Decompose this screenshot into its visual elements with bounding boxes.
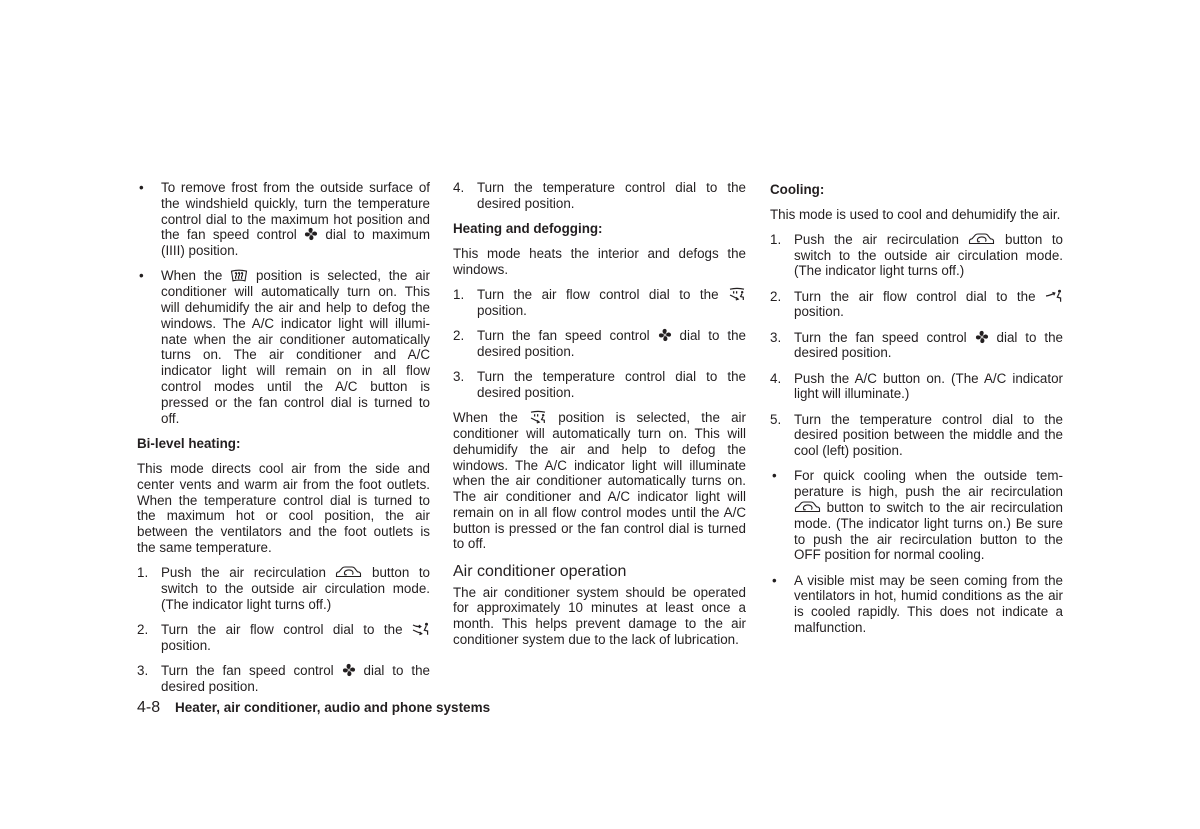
text-fragment: Turn the fan speed control [794,329,975,345]
text-line: the windshield quickly, turn the temperature [161,195,430,211]
bi-level-icon [412,622,430,636]
step-number: 1. [137,565,149,581]
text-line: A visible mist may be seen coming from the [794,572,1063,588]
text-line: dehumidify the air and help to defog the [453,441,746,457]
numbered-step [453,369,746,401]
paragraph [453,246,746,278]
text-line: conditioner system due to the lack of lubrication. [453,632,739,648]
text-line: windows. The A/C indicator light will illuminate [453,457,746,473]
text-line: for approximately 10 minutes at least once a [453,600,746,616]
text-line [794,232,1063,248]
text-line: The air conditioner system should be operated [453,584,746,600]
section-heading [770,182,1063,198]
text-line [161,268,430,284]
text-line: light will illuminate.) [794,386,910,402]
text-fragment: dial to the [988,329,1064,345]
text-line: OFF position for normal cooling. [794,547,985,563]
text-line: This mode is used to cool and dehumidify the air. [770,206,1061,222]
text-line: Turn the temperature control dial to the [477,369,746,385]
text-fragment: dial to the [355,662,431,678]
text-line: button is pressed or the fan control dial is turned [453,520,746,536]
numbered-step [453,287,746,319]
step-number: 1. [453,287,465,303]
text-fragment: the fan speed control [161,227,305,243]
paragraph [770,207,1063,223]
text-fragment: position is selected, the air [248,268,430,284]
column-right [770,182,1063,646]
text-line: to push the air recirculation button to the [794,531,1063,547]
air-recirculation-icon [335,565,362,579]
bullet-item [137,268,430,426]
text-line: center vents and warm air from the foot outlets. [137,476,430,492]
text-line: windows. [453,261,509,277]
bullet-item [137,180,430,259]
subheading-text: Air conditioner operation [453,562,627,580]
step-number: 3. [453,369,465,385]
text-line: For quick cooling when the outside tem- [794,468,1063,484]
text-line: off. [161,410,180,426]
foot-defrost-icon [529,410,547,424]
text-line: To remove frost from the outside surface of [161,180,430,195]
step-number: 3. [137,662,149,678]
numbered-step [137,622,430,654]
text-line: nate when the air conditioner automatically [161,331,430,347]
text-line [794,289,1063,305]
text-line [794,330,1063,346]
section-title: Heater, air conditioner, audio and phone systems [175,700,491,715]
text-fragment: button to [362,565,430,581]
text-line: position. [477,302,527,318]
numbered-step [770,330,1063,362]
text-line: switch to the outside air circulation mode. [161,580,430,596]
bullet-marker: • [139,268,144,284]
heading-text: Heating and defogging: [453,220,603,236]
column-left [137,180,430,704]
text-line [453,410,746,426]
text-line: Turn the temperature control dial to the [477,180,746,195]
text-line: desired position. [161,678,259,694]
step-number: 3. [770,329,782,345]
text-line: ventilators in hot, humid conditions as the air [794,588,1063,604]
step-number: 4. [770,370,782,386]
text-line: the maximum hot or cool position, the air [137,508,430,524]
text-line: conditioner will automatically turn on. This [161,284,430,300]
text-line: the same temperature. [137,539,272,555]
text-fragment: button to [995,231,1063,247]
text-line: This mode heats the interior and defogs the [453,246,746,262]
text-line: desired position. [477,195,575,211]
paragraph [453,410,746,552]
text-line: When the temperature control dial is turned to [137,492,430,508]
step-number: 2. [137,621,149,637]
text-fragment: Turn the air flow control dial to the [794,288,1045,304]
text-line: position. [794,304,844,320]
text-fragment: Turn the air flow control dial to the [161,621,412,637]
text-line: desired position. [477,343,575,359]
bullet-item [770,573,1063,636]
text-line [477,287,746,303]
text-line: windows. The A/C indicator light will illumi- [161,315,430,331]
text-fragment: dial to maximum [318,227,430,243]
text-line: This mode directs cool air from the side and [137,460,430,476]
heading-text: Cooling: [770,181,825,197]
numbered-step [770,371,1063,403]
text-fragment: Push the air recirculation [794,231,969,247]
text-line: position. [161,637,211,653]
numbered-step [453,328,746,360]
text-line: (The indicator light turns off.) [794,263,965,279]
text-fragment: Turn the fan speed control [477,328,658,344]
step-number: 1. [770,231,782,247]
text-fragment: Push the air recirculation [161,565,336,581]
text-line [477,328,746,344]
text-line: (The indicator light turns off.) [161,596,332,612]
subsection-heading [453,562,746,581]
text-line [161,622,430,638]
vent-icon [1045,289,1063,303]
fan-speed-icon [304,227,318,241]
fan-speed-icon [342,663,356,677]
bullet-marker: • [772,572,777,588]
text-line: conditioner will automatically turn on. This will [453,425,746,441]
text-line: indicator light will remain on in all flow [161,363,430,379]
text-fragment: position is selected, the air [547,410,746,426]
fan-speed-icon [975,330,989,344]
numbered-step [770,289,1063,321]
bullet-marker: • [772,468,777,484]
text-line: control dial to the maximum hot position and [161,211,430,227]
text-line: pressed or the fan control dial is turned to [161,394,430,410]
text-line [161,663,430,679]
text-line: between the ventilators and the foot outlets is [137,524,430,540]
section-heading [137,436,430,452]
numbered-step [137,565,430,612]
text-line: will dehumidify the air and help to defog the [161,299,430,315]
text-line [161,565,430,581]
text-fragment: button to switch to the air recirculation [821,499,1063,515]
text-line: control modes until the A/C button is [161,378,430,394]
text-line [794,500,1063,516]
step-number: 2. [453,328,465,344]
text-line [161,227,430,243]
paragraph [137,461,430,556]
foot-defrost-icon [728,287,746,301]
air-recirculation-icon [968,232,995,246]
text-line: Turn the temperature control dial to the [794,411,1063,427]
text-line: Push the A/C button on. (The A/C indicator [794,370,1063,386]
text-line: switch to the outside air circulation mode. [794,247,1063,263]
text-fragment: Turn the fan speed control [161,662,342,678]
text-line: desired position between the middle and the [794,427,1063,443]
step-number: 2. [770,288,782,304]
text-line: desired position. [794,345,892,361]
text-line: is cooled rapidly. This does not indicate a [794,604,1063,620]
section-heading [453,221,746,237]
step-number: 4. [453,180,465,195]
heading-text: Bi-level heating: [137,435,241,451]
text-line: mode. (The indicator light turns on.) Be sure [794,515,1063,531]
text-fragment: dial to the [671,328,747,344]
air-recirculation-icon [794,500,821,514]
text-line: The air conditioner and A/C indicator light will [453,489,746,505]
paragraph [453,585,746,648]
text-line: turns on. The air conditioner and A/C [161,347,430,363]
numbered-step [770,232,1063,279]
text-line: perature is high, push the air recirculation [794,484,1063,500]
text-fragment: When the [453,410,530,426]
column-middle [453,180,746,657]
numbered-step [770,412,1063,459]
text-line: cool (left) position. [794,443,903,459]
page-number: 4-8 [137,699,161,716]
bullet-item [770,468,1063,563]
numbered-step [453,180,746,212]
step-number: 5. [770,411,782,427]
text-line: when the air conditioner automatically turns on. [453,473,746,489]
defrost-icon [230,269,248,282]
text-line: month. This helps prevent damage to the air [453,616,746,632]
text-line: malfunction. [794,619,867,635]
text-fragment: When the [161,268,231,284]
text-line: (IIII) position. [161,243,239,259]
text-line: to off. [453,536,487,552]
fan-speed-icon [658,328,672,342]
text-fragment: Turn the air flow control dial to the [477,287,728,303]
text-line: remain on in all flow control modes until the A/C [453,504,746,520]
bullet-marker: • [139,180,144,195]
text-line: desired position. [477,384,575,400]
numbered-step [137,663,430,695]
